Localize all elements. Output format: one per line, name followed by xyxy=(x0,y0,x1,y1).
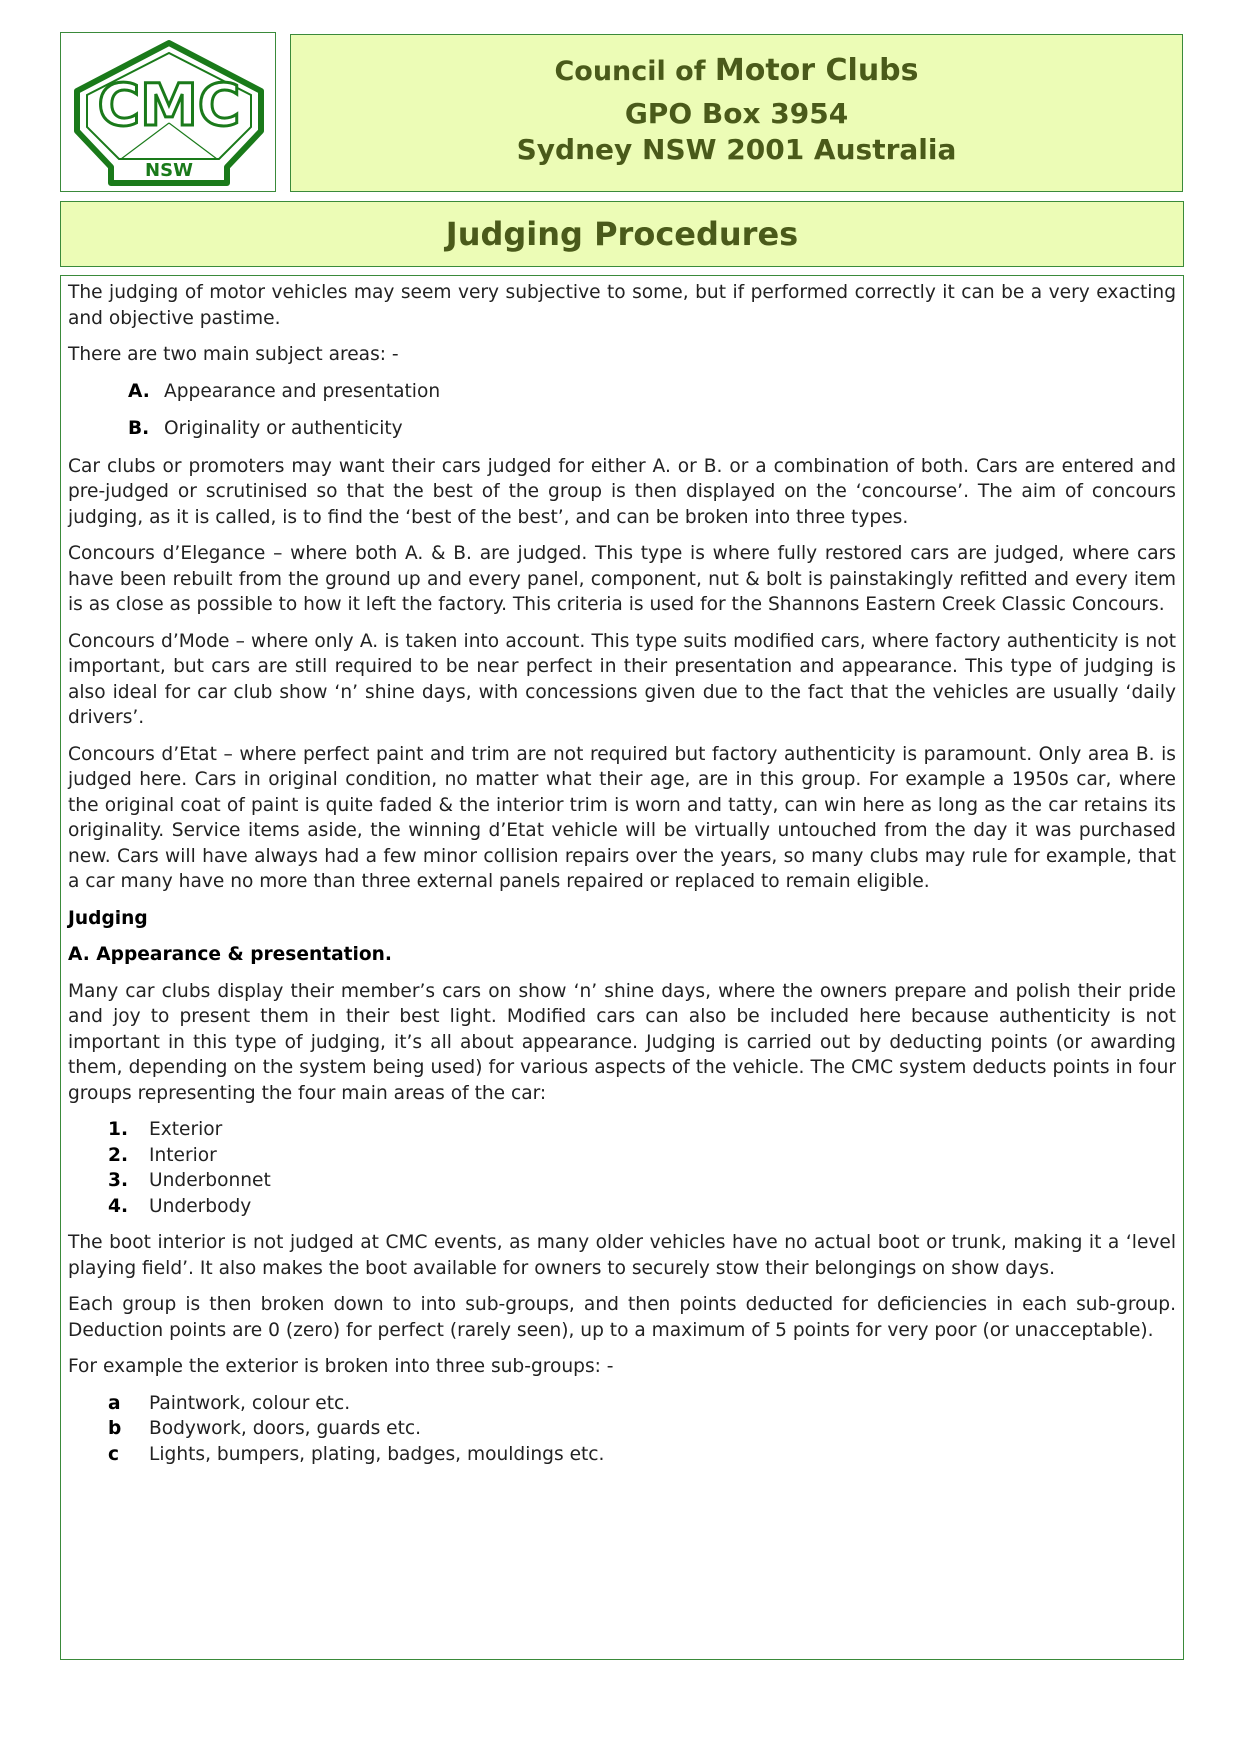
logo-box xyxy=(60,32,276,192)
org-name-suffix: Motor Clubs xyxy=(714,53,919,88)
list-text: Underbody xyxy=(149,1195,252,1217)
list-item xyxy=(68,1442,1176,1468)
list-marker: 3. xyxy=(108,1170,129,1191)
list-item xyxy=(68,1194,1176,1220)
section-heading: Judging xyxy=(68,907,148,929)
groups-list xyxy=(68,1117,1176,1219)
list-item xyxy=(68,1143,1176,1169)
list-text: Exterior xyxy=(149,1119,223,1140)
paragraph: The boot interior is not judged at CMC events, as many older vehicles have no actual boot or trunk, making it a ‘level playing field’. It also makes the boot available for owners to securely stow their belongings on show days. xyxy=(68,1232,1176,1279)
list-marker: a xyxy=(108,1392,121,1414)
city-line: Sydney NSW 2001 Australia xyxy=(516,133,957,166)
logo-text: CMC xyxy=(97,71,241,139)
list-item xyxy=(68,1416,1176,1442)
subject-areas-list xyxy=(68,379,1176,442)
paragraph: Concours d’Mode – where only A. is taken into account. This type suits modified cars, where factory authenticity is not important, but cars are still required to be near perfect in their presentation and appearance. This type of judging is also ideal for car club show ‘n’ shine days, with concessions given due to the fact that the vehicles are usually ‘daily drivers’. xyxy=(68,630,1176,728)
page-title: Judging Procedures xyxy=(60,201,1184,267)
list-text: Lights, bumpers, plating, badges, mouldings etc. xyxy=(149,1443,605,1465)
list-item xyxy=(68,379,1176,405)
subgroups-list xyxy=(68,1391,1176,1468)
list-item xyxy=(68,416,1176,442)
paragraph: Car clubs or promoters may want their cars judged for either A. or B. or a combination of both. Cars are entered and pre-judged or scrutinised so that the best of the group is then displayed on the ‘concourse’. The aim of concours judging, as it is called, is to find the ‘best of the best’, and can be broken into three types. xyxy=(68,455,1176,528)
list-marker: 4. xyxy=(108,1195,129,1217)
paragraph: Each group is then broken down to into sub-groups, and then points deducted for deficiencies in each sub-group. Deduction points are 0 (zero) for perfect (rarely seen), up to a maximum of 5 points for very poor (or unacceptable). xyxy=(68,1294,1176,1341)
logo-subtext: NSW xyxy=(145,160,193,181)
list-text: Appearance and presentation xyxy=(164,380,441,402)
list-marker: c xyxy=(108,1443,120,1465)
list-marker: A. xyxy=(128,380,150,402)
list-marker: 1. xyxy=(108,1119,129,1140)
address-panel xyxy=(290,34,1183,192)
list-item xyxy=(68,1117,1176,1143)
org-name xyxy=(291,53,1182,88)
paragraph: Concours d’Etat – where perfect paint and trim are not required but factory authenticity is paramount. Only area B. is judged here. Cars in original condition, no matter what their age, are in this group. For example a 1950s car, where the original coat of paint is quite faded & the interior trim is worn and tatty, can win here as long as the car retains its originality. Service items aside, the winning d’Etat vehicle will be virtually untouched from the day it was purchased new. Cars will have always had a few minor collision repairs over the years, so many clubs may rule for example, that a car many have no more than three external panels repaired or replaced to remain eligible. xyxy=(68,743,1176,892)
list-marker: b xyxy=(108,1418,122,1439)
paragraph: The judging of motor vehicles may seem very subjective to some, but if performed correctly it can be a very exacting and objective pastime. xyxy=(68,282,1176,329)
list-text: Bodywork, doors, guards etc. xyxy=(149,1418,422,1439)
list-text: Interior xyxy=(149,1144,217,1166)
list-marker: 2. xyxy=(108,1144,129,1166)
paragraph: There are two main subject areas: - xyxy=(68,344,399,365)
list-item xyxy=(68,1391,1176,1417)
section-heading: A. Appearance & presentation. xyxy=(68,944,392,965)
content-panel xyxy=(60,275,1184,1660)
po-box: GPO Box 3954 xyxy=(624,97,849,130)
list-text: Paintwork, colour etc. xyxy=(149,1392,351,1414)
org-name-prefix: Council of xyxy=(554,56,715,87)
list-text: Originality or authenticity xyxy=(164,418,403,439)
cmc-logo xyxy=(69,39,269,187)
paragraph: For example the exterior is broken into three sub-groups: - xyxy=(68,1356,614,1377)
paragraph: Concours d’Elegance – where both A. & B. are judged. This type is where fully restored cars are judged, where cars have been rebuilt from the ground up and every panel, component, nut & bolt is painstakingly refitted and every item is as close as possible to how it left the factory. This criteria is used for the Shannons Eastern Creek Classic Concours. xyxy=(68,543,1176,615)
list-marker: B. xyxy=(128,418,150,439)
list-item xyxy=(68,1168,1176,1194)
list-text: Underbonnet xyxy=(149,1170,271,1191)
paragraph: Many car clubs display their member’s cars on show ‘n’ shine days, where the owners prepare and polish their pride and joy to present them in their best light. Modified cars can also be included here because authenticity is not important in this type of judging, it’s all about appearance. Judging is carried out by deducting points (or awarding them, depending on the system being used) for various aspects of the vehicle. The CMC system deducts points in four groups representing the four main areas of the car: xyxy=(68,980,1176,1104)
